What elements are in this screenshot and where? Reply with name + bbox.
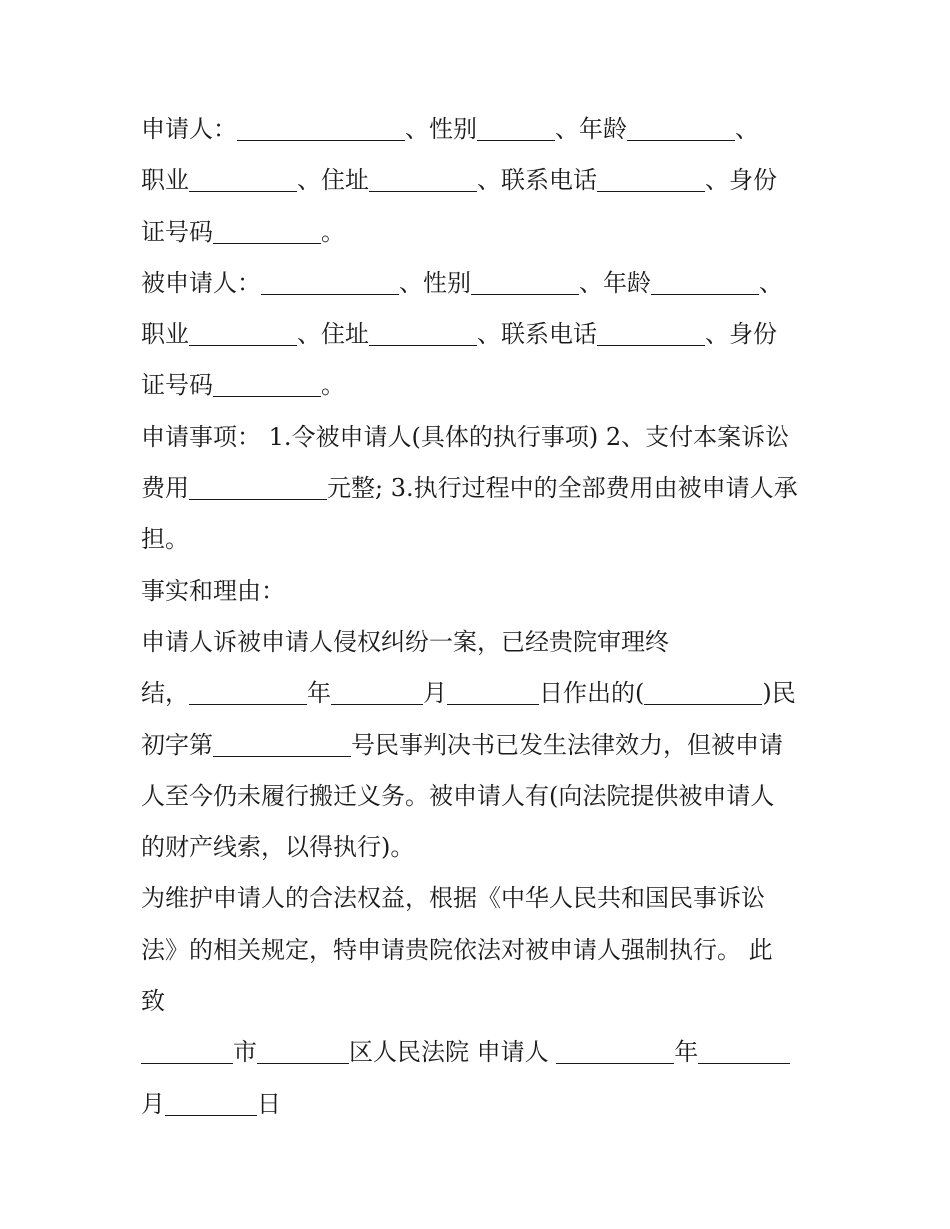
judgment-month-label: 月 [423,679,447,708]
applicant-gender-blank [477,116,555,141]
respondent-gender-label: 、性别 [399,268,471,297]
closing-line-2 [141,1079,811,1130]
applicant-age-label: 、年龄 [555,115,627,143]
facts-line-6 [141,873,811,924]
applicant-line-2 [141,155,811,206]
applicant-id-label-part1: 、身份 [705,166,777,195]
case-year-blank [644,680,762,705]
sign-day-blank [165,1091,257,1116]
facts-text-2a: 结， [141,679,189,708]
court-city-blank [141,1039,233,1064]
applicant-occupation-blank [189,167,297,192]
respondent-period: 。 [321,371,345,400]
respondent-line-3 [141,360,811,411]
respondent-line-2 [141,309,811,360]
case-number-blank [213,732,351,757]
applicant-age-blank [627,116,735,141]
applicant-address-label: 、住址 [297,166,369,195]
applicant-line-3 [141,207,811,258]
judgment-day-blank [447,680,539,705]
respondent-id-label-part1: 、身份 [705,320,777,349]
judgment-year-blank [189,680,307,705]
facts-text-3: 号民事判决书已发生法律效力，但被申请 [351,730,783,759]
sign-month-label: 月 [141,1089,165,1118]
respondent-label: 被申请人： [141,268,261,297]
request-text-2: 元整; 3.执行过程中的全部费用由被申请人承 [327,474,798,503]
applicant-phone-blank [597,167,705,192]
facts-line-3 [141,720,811,771]
respondent-name-blank [261,270,399,295]
facts-text-5: 的财产线索，以得执行)。 [141,833,415,862]
facts-text-4: 人至今仍未履行搬迁义务。被申请人有(向法院提供被申请人 [141,781,775,810]
applicant-id-blank [213,219,321,244]
sign-year-label: 年 [674,1038,699,1067]
request-line-1 [141,412,811,463]
facts-heading [141,566,811,617]
respondent-gender-blank [471,270,579,295]
judgment-month-blank [331,680,423,705]
applicant-name-blank [237,116,405,141]
request-line-2 [141,463,811,514]
court-city-label: 市 [233,1038,257,1067]
respondent-age-label: 、年龄 [579,268,651,297]
facts-line-7 [141,925,811,976]
respondent-phone-blank [597,321,705,346]
respondent-line-1 [141,258,811,309]
application-document [141,104,811,1130]
court-applicant-label: 区人民法院 申请人 [349,1038,557,1067]
court-district-blank [257,1039,349,1064]
request-line-3 [141,514,811,565]
facts-line-8 [141,976,811,1027]
applicant-phone-label: 、联系电话 [477,166,597,195]
sign-day-label: 日 [257,1089,281,1118]
judgment-year-label: 年 [307,679,331,708]
applicant-id-label-part2: 证号码 [141,217,213,246]
request-fee-label: 费用 [141,474,189,503]
facts-text-6: 为维护申请人的合法权益，根据《中华人民共和国民事诉讼 [141,884,765,913]
applicant-line-1 [141,104,811,155]
request-text-3: 担。 [141,525,189,554]
applicant-label: 申请人： [141,115,237,143]
respondent-address-blank [369,321,477,346]
facts-line-2 [141,668,811,719]
respondent-occupation-blank [189,321,297,346]
facts-line-5 [141,822,811,873]
respondent-id-blank [213,372,321,397]
request-fee-blank [189,475,327,500]
facts-heading-text: 事实和理由： [141,576,285,605]
sign-year-blank [556,1039,674,1064]
applicant-occupation-label: 职业 [141,166,189,195]
facts-text-8: 致 [141,987,165,1016]
applicant-gender-label: 、性别 [405,115,477,143]
applicant-period: 。 [321,217,345,246]
case-suffix-label: )民 [762,679,796,708]
facts-line-1 [141,617,811,668]
respondent-address-label: 、住址 [297,320,369,349]
facts-text-1: 申请人诉被申请人侵权纠纷一案，已经贵院审理终 [141,627,669,656]
case-prefix-label: 初字第 [141,730,213,759]
sign-month-blank [698,1039,790,1064]
applicant-line-end: 、 [735,115,759,143]
applicant-address-blank [369,167,477,192]
request-text-1: 申请事项： 1.令被申请人(具体的执行事项) 2、支付本案诉讼 [141,422,790,451]
respondent-phone-label: 、联系电话 [477,320,597,349]
respondent-line-end: 、 [759,268,783,297]
respondent-id-label-part2: 证号码 [141,371,213,400]
respondent-age-blank [651,270,759,295]
facts-text-7: 法》的相关规定，特申请贵院依法对被申请人强制执行。 此 [141,935,773,964]
closing-line-1 [141,1027,811,1078]
judgment-day-label: 日作出的( [539,679,645,708]
respondent-occupation-label: 职业 [141,320,189,349]
facts-line-4 [141,771,811,822]
